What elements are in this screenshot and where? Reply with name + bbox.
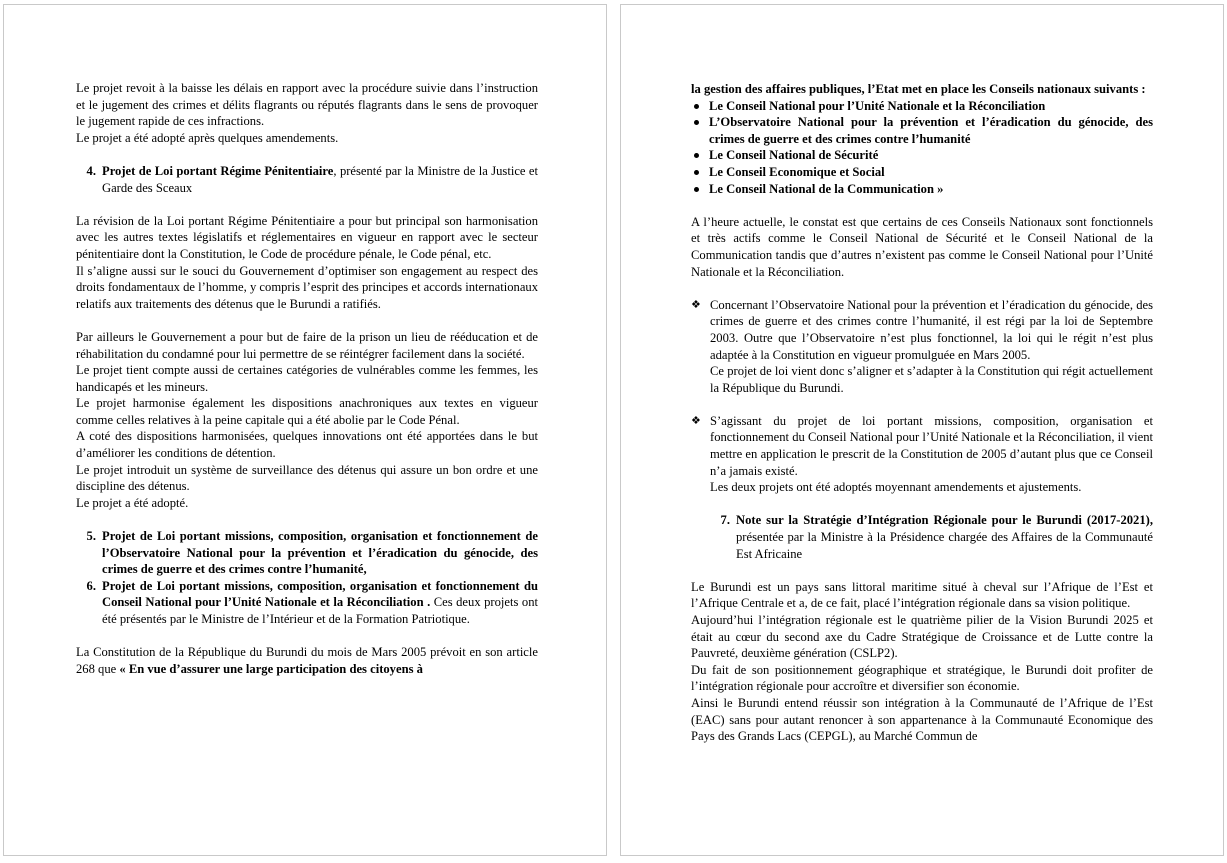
paragraph: Le projet revoit à la baisse les délais en rapport avec la procédure suivie dans l’instruction et le jugement des crimes et délits flagrants ou réputés flagrants dans le sens de provoquer le jugement rapide de ces infractions. (76, 81, 538, 129)
paragraph: La Constitution de la République du Burundi du mois de Mars 2005 prévoit en son article 268 que « En vue d’assurer une large participation des citoyens à (76, 645, 538, 676)
paragraph: la gestion des affaires publiques, l’Etat met en place les Conseils nationaux suivants : (691, 82, 1146, 96)
paragraph: A coté des dispositions harmonisées, quelques innovations ont été apportées dans le but d’améliorer les conditions de détention. (76, 429, 538, 461)
section-heading-7: 7. Note sur la Stratégie d’Intégration Régionale pour le Burundi (2017-2021), présentée par la Ministre à la Présidence chargée des Affaires de la Communauté Est Africaine (720, 513, 1153, 561)
paragraph: Le projet a été adopté après quelques amendements. (76, 130, 339, 145)
paragraph: Ce projet de loi vient donc s’aligner et s’adapter à la Constitution qui régit actuellement la République du Burundi. (710, 364, 1153, 395)
paragraph: S’agissant du projet de loi portant missions, composition, organisation et fonctionnement du Conseil National pour l’Unité Nationale et la Réconciliation, il vient mettre en application le prescrit de la Constitution de 2005 d’autant plus que ce Conseil n’a jamais existé. (710, 413, 1153, 478)
paragraph: Le Burundi est un pays sans littoral maritime situé à cheval sur l’Afrique de l’Est et l’Afrique Centrale et a, de ce fait, placé l’intégration régionale dans sa vision politique. (691, 579, 1153, 611)
heading-title: Projet de Loi portant missions, composition, organisation et fonctionnement de l’Observatoire National pour la prévention et l’éradication du génocide, des crimes de guerre et des crimes contre l’humanité, (102, 529, 538, 577)
paragraph: Le projet harmonise également les dispositions anachroniques aux textes en vigueur comme celles relatives à la peine capitale qui a été abolie par le Code Pénal. (76, 396, 538, 427)
paragraph: Il s’aligne aussi sur le souci du Gouvernement d’optimiser son engagement au respect des droits fondamentaux de l’homme, y compris l’esprit des principes et accords internationaux relatifs aux traitements des détenus que le Burundi a ratifiés. (76, 263, 538, 311)
section-heading-4: 4. Projet de Loi portant Régime Pénitentiaire, présenté par la Ministre de la Justice et Garde des Sceaux (86, 163, 539, 195)
list-item: Le Conseil National de Sécurité (691, 147, 1153, 164)
paragraph: Aujourd’hui l’intégration régionale est le quatrième pilier de la Vision Burundi 2025 et était au cœur du second axe du Cadre Stratégique de Croissance et de Lutte contre la Pauvreté, deuxième génération (CSLP2). (691, 613, 1153, 661)
page-left-content (76, 80, 538, 677)
list-item: Le Conseil Economique et Social (691, 164, 1153, 181)
heading-rest: , présenté par la Ministre de la Justice et Garde des Sceaux (102, 163, 539, 195)
heading-title: Projet de Loi portant Régime Pénitentiaire (102, 163, 334, 178)
paragraph: La révision de la Loi portant Régime Pénitentiaire a pour but principal son harmonisation avec les autres textes législatifs et réglementaires en vigueur en rapport avec le secteur pénitentiaire dont la Constitution, le Code de procédure pénale, le Code pénal, etc. (76, 213, 538, 261)
councils-list (691, 98, 1153, 198)
paragraph: Le projet tient compte aussi de certaines catégories de vulnérables comme les femmes, les handicapés et les mineurs. (76, 363, 538, 394)
list-item: Le Conseil National pour l’Unité Nationale et la Réconciliation (691, 98, 1153, 115)
paragraph: Ainsi le Burundi entend réussir son intégration à la Communauté de l’Afrique de l’Est (EAC) sans pour autant renoncer à son appartenance à la Communauté Economique des Pays des Grands Lacs (CEPGL), au Marché Commun de (691, 695, 1153, 744)
bullet-icon (691, 164, 709, 181)
list-item: Le Conseil National de la Communication » (691, 181, 1153, 198)
diamond-list-item (691, 413, 1153, 496)
heading-rest: Ces deux projets ont été présentés par le Ministre de l’Intérieur et de la Formation Patriotique. (102, 595, 538, 626)
paragraph: Le projet a été adopté. (76, 495, 189, 510)
section-heading-5: 5. Projet de Loi portant missions, composition, organisation et fonctionnement de l’Observatoire National pour la prévention et l’éradication du génocide, des crimes de guerre et des crimes contre l’humanité, (86, 529, 538, 577)
document-page-right (620, 4, 1224, 856)
paragraph: Concernant l’Observatoire National pour la prévention et l’éradication du génocide, des crimes de guerre et des crimes contre l’humanité, il est régi par la loi de Septembre 2003. Outre que l’Observatoire n’est plus fonctionnel, la loi qui le régit n’est plus adaptée à la Constitution en vigueur promulguée en Mars 2005. (710, 297, 1153, 362)
paragraph: A l’heure actuelle, le constat est que certains de ces Conseils Nationaux sont fonctionnels et très actifs comme le Conseil National de Sécurité et le Conseil National de la Communication tandis que d’autres n’existent pas comme le Conseil National pour l’Unité Nationale et la Réconciliation. (691, 214, 1153, 279)
diamond-bullet-icon: ❖ (691, 298, 701, 311)
heading-title: Projet de Loi portant missions, composition, organisation et fonctionnement du Conseil National pour l’Unité Nationale et la Réconciliation . (102, 578, 538, 610)
heading-rest: présentée par la Ministre à la Présidence chargée des Affaires de la Communauté Est Africaine (736, 530, 1153, 561)
document-page-left (3, 4, 607, 856)
bullet-icon (691, 181, 709, 198)
list-item: L’Observatoire National pour la prévention et l’éradication du génocide, des crimes de guerre et des crimes contre l’humanité (691, 114, 1153, 147)
paragraph: Le projet introduit un système de surveillance des détenus qui assure un bon ordre et une discipline des détenus. (76, 462, 538, 494)
bullet-icon (691, 98, 709, 115)
paragraph: Du fait de son positionnement géographique et stratégique, le Burundi doit profiter de l’intégration régionale pour accroître et diversifier son économie. (691, 662, 1153, 694)
paragraph: Par ailleurs le Gouvernement a pour but de faire de la prison un lieu de rééducation et de réhabilitation du condamné pour lui permettre de se réintégrer facilement dans la société. (76, 329, 538, 361)
bullet-icon (691, 114, 709, 147)
heading-title: Note sur la Stratégie d’Intégration Régionale pour le Burundi (2017-2021), (736, 513, 1153, 528)
paragraph: Les deux projets ont été adoptés moyennant amendements et ajustements. (710, 480, 1082, 495)
section-heading-6: 6. Projet de Loi portant missions, composition, organisation et fonctionnement du Conseil National pour l’Unité Nationale et la Réconciliation . Ces deux projets ont été présentés par le Ministre de l’Intérieur et de la Formation Patriotique. (86, 578, 538, 626)
page-right-content (691, 81, 1153, 745)
bullet-icon (691, 147, 709, 164)
diamond-bullet-icon: ❖ (691, 414, 701, 427)
diamond-list-item (691, 297, 1153, 397)
